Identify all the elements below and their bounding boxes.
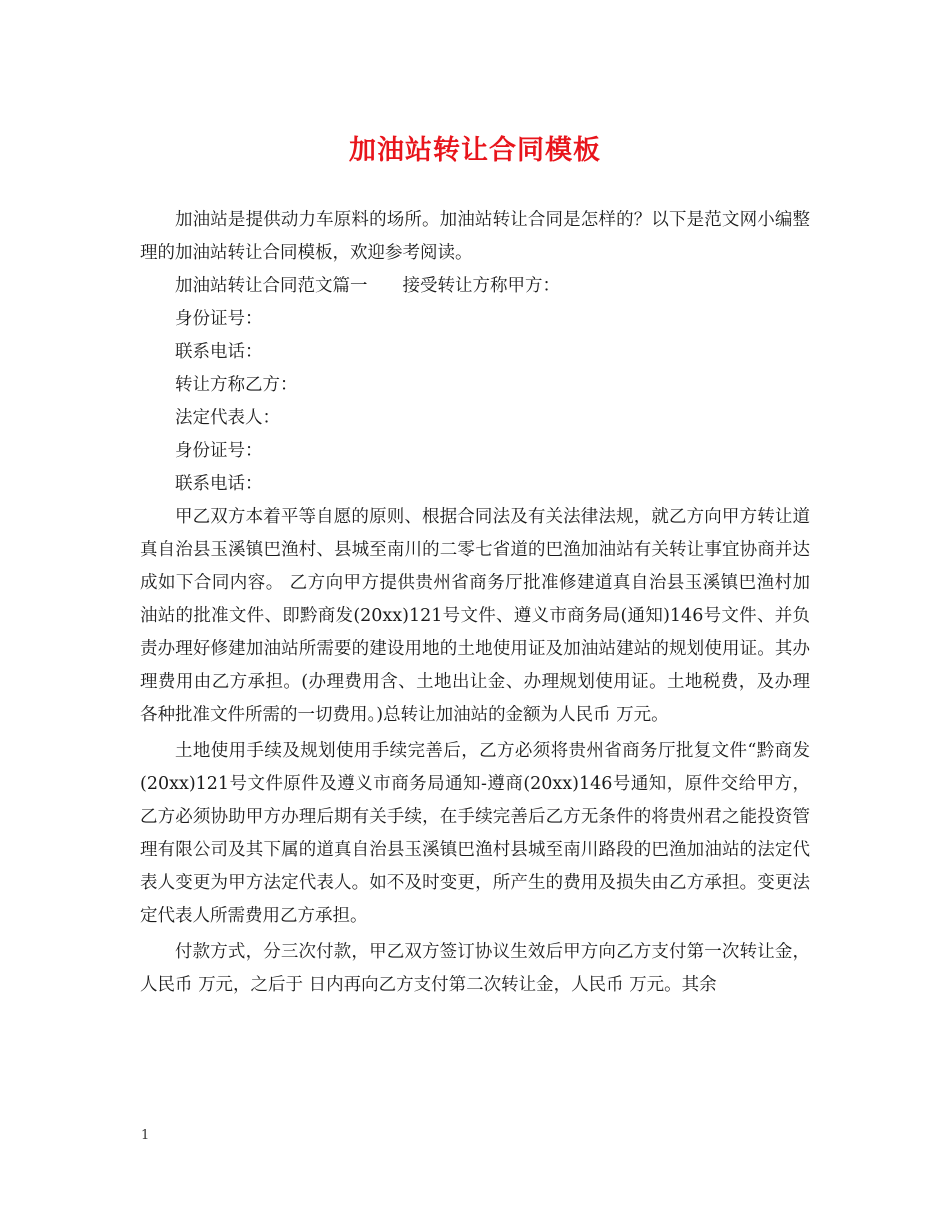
page-number: 1	[141, 1128, 150, 1143]
paragraph-land-procedures: 土地使用手续及规划使用手续完善后，乙方必须将贵州省商务厅批复文件“黔商发(20xx)121号文件原件及遵义市商务局通知-遵商(20xx)146号通知，原件交给甲方，乙方必须协助甲方办理后期有关手续，在手续完善后乙方无条件的将贵州君之能投资管理有限公司及其下属的道真自治县玉溪镇巴渔村县城至南川路段的巴渔加油站的法定代表人变更为甲方法定代表人。如不及时变更，所产生的费用及损失由乙方承担。变更法定代表人所需费用乙方承担。	[140, 741, 810, 926]
paragraph-party-b-id: 身份证号：	[175, 441, 263, 461]
paragraph-party-a-phone: 联系电话：	[175, 342, 263, 362]
paragraph-payment-terms: 付款方式，分三次付款，甲乙双方签订协议生效后甲方向乙方支付第一次转让金，人民币 万元，之后于 日内再向乙方支付第二次转让金，人民币 万元。其余	[140, 942, 810, 995]
paragraph-legal-representative: 法定代表人：	[175, 408, 280, 428]
paragraph-party-a-heading: 加油站转让合同范文篇一 接受转让方称甲方：	[175, 276, 560, 296]
paragraph-party-b-phone: 联系电话：	[175, 474, 263, 494]
document-title: 加油站转让合同模板	[349, 135, 601, 166]
paragraph-intro: 加油站是提供动力车原料的场所。加油站转让合同是怎样的？以下是范文网小编整理的加油站转让合同模板，欢迎参考阅读。	[140, 210, 810, 263]
paragraph-party-b: 转让方称乙方：	[175, 375, 298, 395]
document-body	[140, 204, 810, 1002]
paragraph-agreement-terms: 甲乙双方本着平等自愿的原则、根据合同法及有关法律法规，就乙方向甲方转让道真自治县玉溪镇巴渔村、县城至南川的二零七省道的巴渔加油站有关转让事宜协商并达成如下合同内容。 乙方向甲方提供贵州省商务厅批准修建道真自治县玉溪镇巴渔村加油站的批准文件、即黔商发(20xx)121号文件、遵义市商务局(通知)146号文件、并负责办理好修建加油站所需要的建设用地的土地使用证及加油站建站的规划使用证。其办理费用由乙方承担。(办理费用含、土地出让金、办理规划使用证。土地税费，及办理各种批准文件所需的一切费用。)总转让加油站的金额为人民币 万元。	[140, 507, 810, 725]
paragraph-party-a-id: 身份证号：	[175, 309, 263, 329]
